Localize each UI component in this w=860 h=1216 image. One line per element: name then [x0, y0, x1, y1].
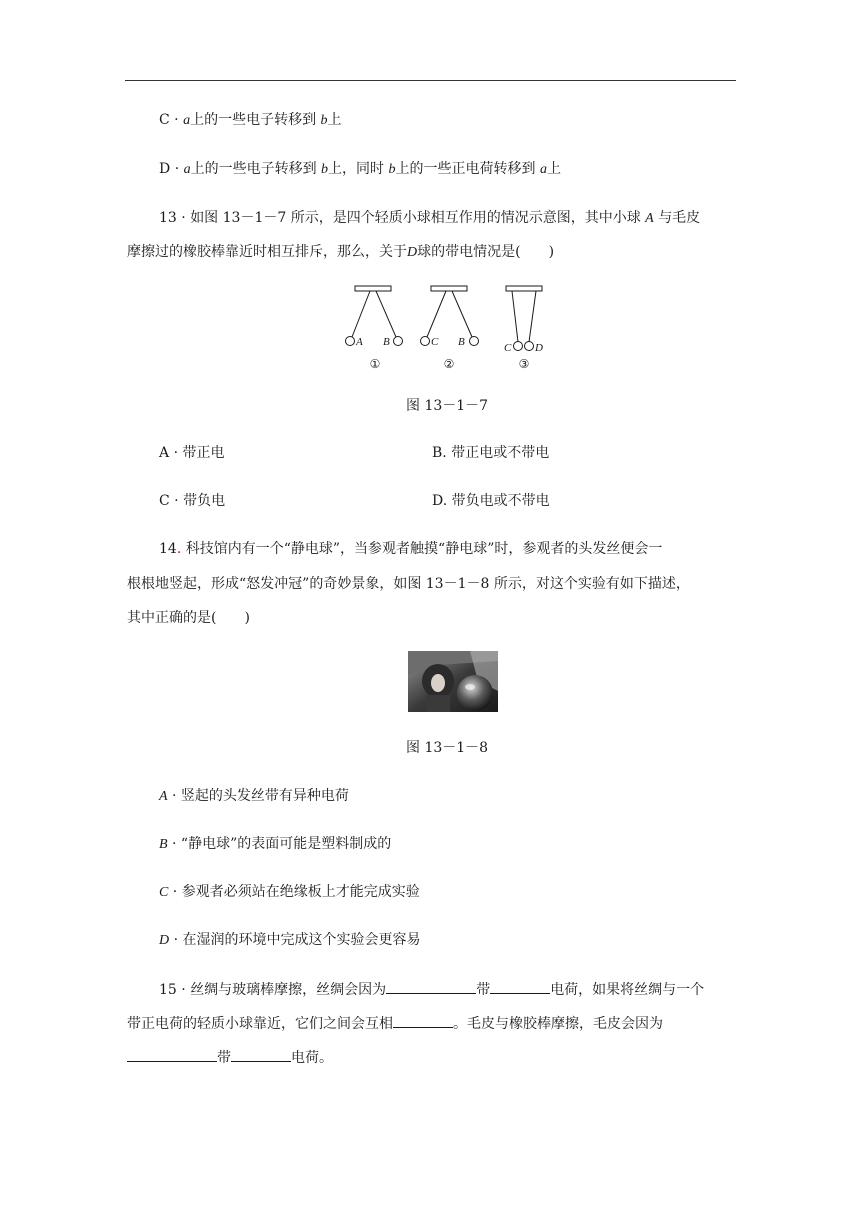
setup-number-3: ③: [518, 357, 530, 371]
q13-option-d: D. 带负电或不带电: [432, 493, 550, 509]
q14-line-2: 根根地竖起，形成“怒发冲冠”的奇妙景象，如图 13－1－8 所示，对这个实验有如下描述，: [127, 576, 690, 592]
q13-option-b: B. 带正电或不带电: [432, 445, 550, 461]
setup-number-2: ②: [443, 357, 455, 371]
label-c-2: C: [504, 342, 512, 354]
q14-figure-caption: 图 13－1－8: [406, 740, 489, 756]
q14-option-b: B · “静电球”的表面可能是塑料制成的: [159, 836, 392, 852]
q14-line-1: 14. 科技馆内有一个“静电球”，当参观者触摸“静电球”时，参观者的头发丝便会一: [159, 541, 663, 557]
support-bar-2: [431, 286, 467, 291]
q15-line-2: 带正电荷的轻质小球靠近，它们之间会互相 。毛皮与橡胶棒摩擦，毛皮会因为: [127, 1013, 663, 1034]
q15-line-1: 15 · 丝绸与玻璃棒摩擦，丝绸会因为 带 电荷，如果将丝绸与一个: [159, 979, 704, 1000]
person-face: [431, 674, 445, 692]
q13-figure-pendulums: [340, 282, 550, 374]
ball-a: [346, 337, 355, 346]
q14-option-d: D · 在湿润的环境中完成这个实验会更容易: [159, 932, 421, 948]
label-b-1: B: [383, 336, 390, 348]
q14-photo-static-ball: [408, 651, 498, 712]
label-a: A: [356, 336, 363, 348]
support-bar-1: [355, 286, 391, 291]
q15-line-3: 带 电荷。: [127, 1047, 333, 1068]
blank-2[interactable]: [490, 979, 550, 994]
q13-line-1: 13 · 如图 13－1－7 所示，是四个轻质小球相互作用的情况示意图，其中小球 A 与毛皮: [159, 210, 701, 226]
ball-b-2: [470, 337, 479, 346]
label-b-2: B: [458, 336, 465, 348]
q14-option-c: C · 参观者必须站在绝缘板上才能完成实验: [159, 884, 420, 900]
blank-5[interactable]: [231, 1047, 291, 1062]
blank-4[interactable]: [127, 1047, 217, 1062]
q12-option-d: D · a上的一些电子转移到 b上，同时 b上的一些正电荷转移到 a上: [159, 161, 561, 177]
static-ball: [457, 675, 493, 711]
q14-option-a: A · 竖起的头发丝带有异种电荷: [159, 788, 349, 804]
q13-figure-caption: 图 13－1－7: [406, 398, 489, 414]
q13-option-c: C · 带负电: [159, 493, 226, 509]
q13-option-a: A · 带正电: [159, 445, 225, 461]
blank-1[interactable]: [386, 979, 476, 994]
q13-line-2: 摩擦过的橡胶棒靠近时相互排斥，那么，关于D球的带电情况是( ): [127, 244, 555, 260]
q12-option-c: C · a上的一些电子转移到 b上: [159, 112, 342, 128]
ball-c-1: [421, 337, 430, 346]
label-c-1: C: [431, 336, 439, 348]
label-d: D: [535, 342, 543, 354]
support-bar-3: [506, 286, 542, 291]
header-rule: [125, 80, 736, 81]
blank-3[interactable]: [393, 1013, 453, 1028]
ball-c-2: [514, 342, 523, 351]
q14-line-3: 其中正确的是( ): [127, 610, 250, 626]
setup-number-1: ①: [369, 357, 381, 371]
ball-d: [525, 342, 534, 351]
ball-b-1: [394, 337, 403, 346]
